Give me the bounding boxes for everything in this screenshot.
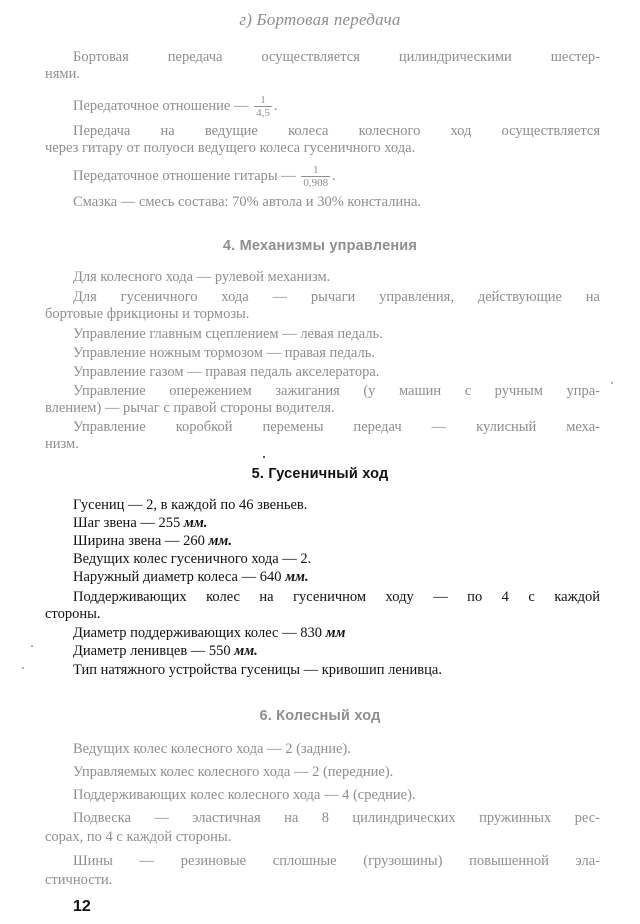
section-4-line-2a: Для гусеничного хода — рычаги управления, действующие на bbox=[73, 289, 600, 305]
section-5-line-6b: стороны. bbox=[45, 606, 101, 622]
section-6-line-1: Ведущих колес колесного хода — 2 (задние). bbox=[73, 741, 351, 757]
section-4-line-7a: Управление коробкой перемены передач — кулисный меха- bbox=[73, 419, 600, 435]
section-5-line-3 bbox=[73, 532, 232, 550]
section-6-line-3: Поддерживающих колес колесного хода — 4 (средние). bbox=[73, 787, 416, 803]
section-g-guitar-ratio bbox=[73, 164, 336, 189]
section-4-line-5: Управление газом — правая педаль акселератора. bbox=[73, 364, 380, 380]
section-4-title: 4. Механизмы управления bbox=[222, 238, 418, 254]
ratio-label: Передаточное отношение — bbox=[73, 97, 249, 114]
section-5-line-7 bbox=[73, 624, 345, 642]
section-5-line-8-text: Диаметр ленивцев — 550 bbox=[73, 643, 231, 659]
section-6-line-2: Управляемых колес колесного хода — 2 (передние). bbox=[73, 764, 394, 780]
section-5-line-3-unit: мм. bbox=[208, 533, 232, 549]
section-4-line-6b: влением) — рычаг с правой стороны водителя. bbox=[45, 400, 335, 416]
section-5-line-1: Гусениц — 2, в каждой по 46 звеньев. bbox=[73, 497, 308, 513]
section-4-line-4: Управление ножным тормозом — правая педаль. bbox=[73, 345, 375, 361]
guitar-ratio-label: Передаточное отношение гитары — bbox=[73, 167, 296, 184]
ratio-numerator: 1 bbox=[260, 94, 266, 106]
section-5-title: 5. Гусеничный ход bbox=[251, 466, 389, 482]
section-5-line-2-text: Шаг звена — 255 bbox=[73, 515, 181, 531]
section-5-line-7-unit: мм bbox=[325, 625, 346, 641]
section-g-paragraph-1-line-1: Бортовая передача осуществляется цилиндрическими шестер- bbox=[73, 49, 600, 65]
section-6-line-5a: Шины — резиновые сплошные (грузошины) повышенной эла- bbox=[73, 853, 600, 869]
section-5-line-2-unit: мм. bbox=[183, 515, 208, 531]
section-5-line-4: Ведущих колес гусеничного хода — 2. bbox=[73, 551, 312, 567]
scan-speck bbox=[22, 667, 24, 669]
section-5-line-5-text: Наружный диаметр колеса — 640 bbox=[73, 569, 282, 585]
ratio-end: . bbox=[273, 97, 278, 114]
scan-speck bbox=[263, 456, 265, 458]
section-g-title: г) Бортовая передача bbox=[239, 10, 401, 29]
section-4-line-7b: низм. bbox=[45, 436, 79, 452]
section-g-lubrication: Смазка — смесь состава: 70% автола и 30% консталина. bbox=[73, 194, 422, 210]
section-6-line-4b: сорах, по 4 с каждой стороны. bbox=[45, 829, 232, 845]
section-5-line-8-unit: мм. bbox=[234, 643, 258, 659]
scan-speck bbox=[611, 382, 613, 384]
section-4-line-1: Для колесного хода — рулевой механизм. bbox=[73, 269, 331, 285]
section-5-line-9: Тип натяжного устройства гусеницы — кривошип ленивца. bbox=[73, 662, 442, 678]
page-number: 12 bbox=[73, 898, 91, 915]
section-5-line-8 bbox=[73, 642, 258, 660]
section-g-paragraph-2-line-2: через гитару от полуоси ведущего колеса гусеничного хода. bbox=[45, 140, 416, 156]
guitar-ratio-numerator: 1 bbox=[313, 164, 319, 176]
ratio-fraction bbox=[254, 94, 272, 119]
section-5-line-7-text: Диаметр поддерживающих колес — 830 bbox=[73, 625, 322, 641]
section-5-line-2 bbox=[73, 514, 207, 532]
guitar-ratio-fraction bbox=[301, 164, 330, 189]
section-5-line-3-text: Ширина звена — 260 bbox=[73, 533, 205, 549]
section-4-line-2b: бортовые фрикционы и тормозы. bbox=[45, 306, 250, 322]
guitar-ratio-end: . bbox=[332, 167, 336, 184]
section-6-line-5b: стичности. bbox=[45, 872, 113, 888]
section-6-title: 6. Колесный ход bbox=[259, 708, 381, 724]
section-6-line-4a: Подвеска — эластичная на 8 цилиндрических пружинных рес- bbox=[73, 810, 600, 826]
guitar-ratio-denominator: 0,908 bbox=[303, 177, 329, 189]
ratio-denominator: 4,5 bbox=[256, 107, 270, 119]
section-4-line-3: Управление главным сцеплением — левая педаль. bbox=[73, 326, 383, 342]
scan-speck bbox=[31, 645, 33, 647]
section-g-paragraph-1-line-2: нями. bbox=[45, 66, 80, 82]
section-5-line-6a: Поддерживающих колес на гусеничном ходу — по 4 с каждой bbox=[73, 589, 600, 605]
section-5-line-5-unit: мм. bbox=[285, 569, 309, 585]
section-g-paragraph-2-line-1: Передача на ведущие колеса колесного ход осуществляется bbox=[73, 123, 600, 139]
section-5-line-5 bbox=[73, 568, 309, 586]
section-4-line-6a: Управление опережением зажигания (у машин с ручным упра- bbox=[73, 383, 600, 399]
section-g-ratio bbox=[73, 94, 278, 119]
